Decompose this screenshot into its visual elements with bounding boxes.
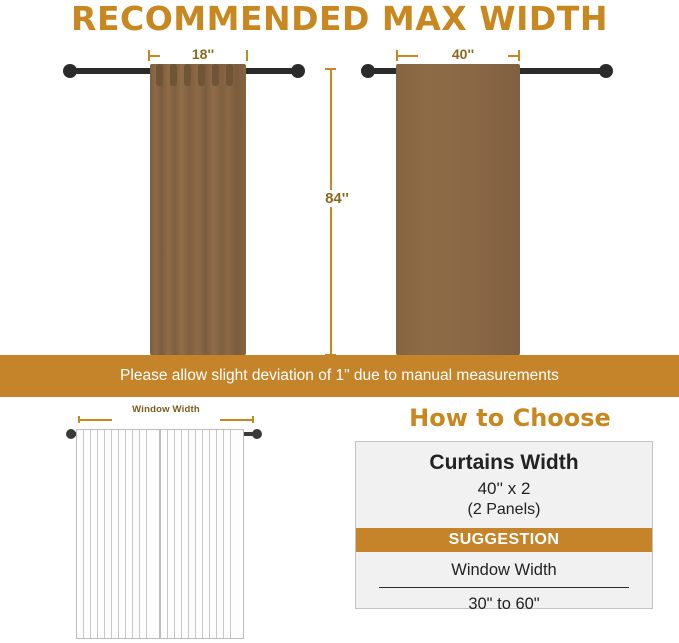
card-window-width: Window Width: [451, 561, 557, 579]
right-width-tick-start: [396, 50, 398, 61]
how-to-choose-title: How to Choose: [409, 404, 611, 432]
window-width-label: Window Width: [132, 404, 200, 415]
right-width-tick-end: [518, 50, 520, 61]
left-width-tick-start: [148, 50, 150, 61]
lower-section: [0, 397, 679, 643]
rod-finial-right-2: [599, 64, 613, 78]
deviation-banner: [0, 355, 679, 397]
card-suggestion-label: SUGGESTION: [356, 528, 652, 552]
window-width-tick-left: [78, 416, 80, 423]
curtain-pleats-left: [150, 64, 246, 86]
window-width-tick-right: [252, 416, 254, 423]
card-size: 40'' x 2: [477, 479, 531, 498]
rod-finial-right-1: [361, 64, 375, 78]
card-panels: (2 Panels): [467, 501, 541, 518]
how-to-choose-card: [355, 441, 653, 613]
panel-height-label: 84'': [312, 190, 362, 207]
height-rule: [330, 68, 332, 356]
left-width-tick-end: [246, 50, 248, 61]
window-width-rule-left: [78, 419, 112, 421]
sheer-rod-finial-1: [66, 429, 76, 439]
left-panel-width-label: 18'': [160, 46, 246, 62]
page-title: RECOMMENDED MAX WIDTH: [71, 0, 608, 38]
card-range: 30" to 60": [468, 595, 540, 613]
window-width-rule-right: [220, 419, 254, 421]
curtain-panel-18in: [150, 64, 246, 356]
right-panel-width-label: 40'': [418, 46, 508, 62]
deviation-banner-text: Please allow slight deviation of 1" due to manual measurements: [120, 367, 559, 384]
rod-finial-left-1: [63, 64, 77, 78]
rod-finial-left-2: [291, 64, 305, 78]
curtain-panel-40in: [396, 64, 520, 356]
upper-illustration: [0, 40, 679, 355]
height-tick-top: [325, 68, 336, 70]
sheer-panel-right: [160, 429, 244, 639]
card-divider: [379, 587, 629, 588]
sheer-rod-finial-2: [252, 429, 262, 439]
sheer-panel-left: [76, 429, 160, 639]
card-heading: Curtains Width: [429, 451, 579, 474]
